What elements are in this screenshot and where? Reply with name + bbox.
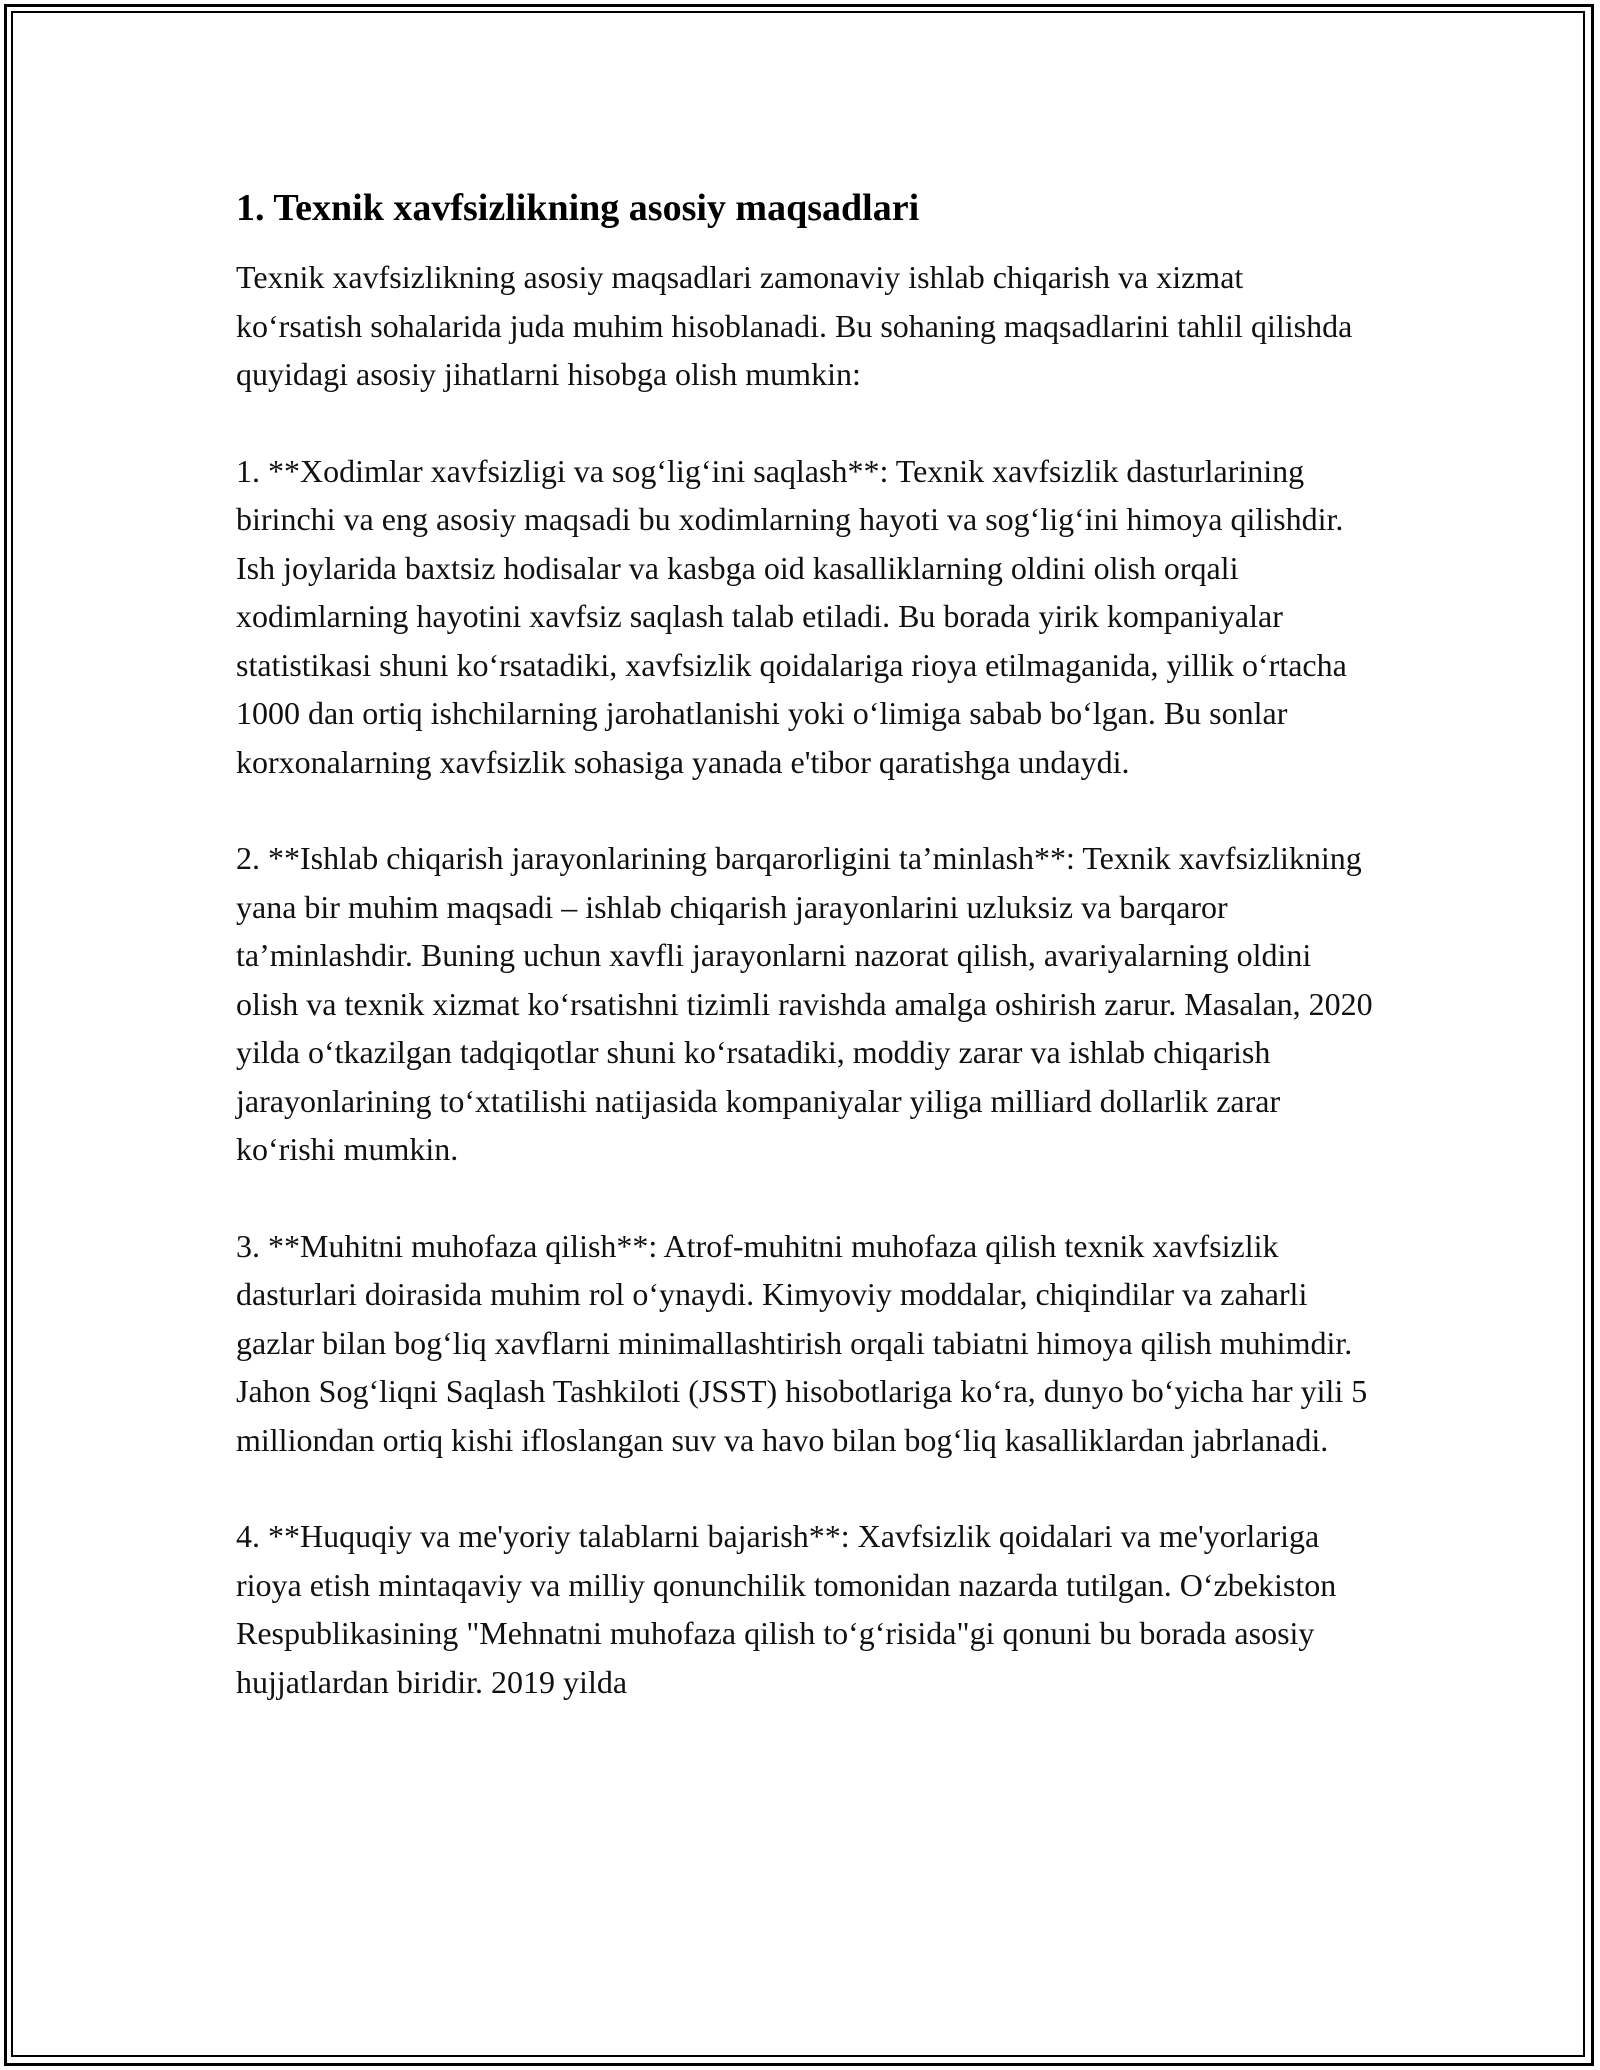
paragraph-2: 2. **Ishlab chiqarish jarayonlarining barqarorligini ta’minlash**: Texnik xavfsizlikning yana bir muhim maqsadi – ishlab chiqarish jarayonlarini uzluksiz va barqaror ta’minlashdir. Buning uchun xavfli jarayonlarni nazorat qilish, avariyalarning oldini olish va texnik xizmat ko‘rsatishni tizimli ravishda amalga oshirish zarur. Masalan, 2020 yilda o‘tkazilgan tadqiqotlar shuni ko‘rsatadiki, moddiy zarar va ishlab chiqarish jarayonlarining to‘xtatilishi natijasida kompaniyalar yiliga milliard dollarlik zarar ko‘rishi mumkin. xyxy=(236,840,1373,1168)
paragraph-1: 1. **Xodimlar xavfsizligi va sog‘lig‘ini saqlash**: Texnik xavfsizlik dasturlarining birinchi va eng asosiy maqsadi bu xodimlarning hayoti va sog‘lig‘ini himoya qilishdir. Ish joylarida baxtsiz hodisalar va kasbga oid kasalliklarning oldini olish orqali xodimlarning hayotini xavfsiz saqlash talab etiladi. Bu borada yirik kompaniyalar statistikasi shuni ko‘rsatadiki, xavfsizlik qoidalariga rioya etilmaganida, yillik o‘rtacha 1000 dan ortiq ishchilarning jarohatlanishi yoki o‘limiga sabab bo‘lgan. Bu sonlar korxonalarning xavfsizlik sohasiga yanada e'tibor qaratishga undaydi. xyxy=(236,452,1347,780)
paragraph-3: 3. **Muhitni muhofaza qilish**: Atrof-muhitni muhofaza qilish texnik xavfsizlik dasturlari doirasida muhim rol o‘ynaydi. Kimyoviy moddalar, chiqindilar va zaharli gazlar bilan bog‘liq xavflarni minimallashtirish orqali tabiatni himoya qilish muhimdir. Jahon Sog‘liqni Saqlash Tashkiloti (JSST) hisobotlariga ko‘ra, dunyo bo‘yicha har yili 5 milliondan ortiq kishi ifloslangan suv va havo bilan bog‘liq kasalliklardan jabrlanadi. xyxy=(236,1227,1368,1458)
document-title: 1. Texnik xavfsizlikning asosiy maqsadlari xyxy=(236,187,920,229)
intro-paragraph: Texnik xavfsizlikning asosiy maqsadlari zamonaviy ishlab chiqarish va xizmat ko‘rsatish sohalarida juda muhim hisoblanadi. Bu sohaning maqsadlarini tahlil qilishda quyidagi asosiy jihatlarni hisobga olish mumkin: xyxy=(236,259,1353,393)
paragraph-4: 4. **Huquqiy va me'yoriy talablarni bajarish**: Xavfsizlik qoidalari va me'yorlariga rioya etish mintaqaviy va milliy qonunchilik tomonidan nazarda tutilgan. O‘zbekiston Respublikasining "Mehnatni muhofaza qilish to‘g‘risida"gi qonuni bu borada asosiy hujjatlardan biridir. 2019 yilda xyxy=(236,1518,1337,1700)
document-body xyxy=(236,184,1376,1706)
